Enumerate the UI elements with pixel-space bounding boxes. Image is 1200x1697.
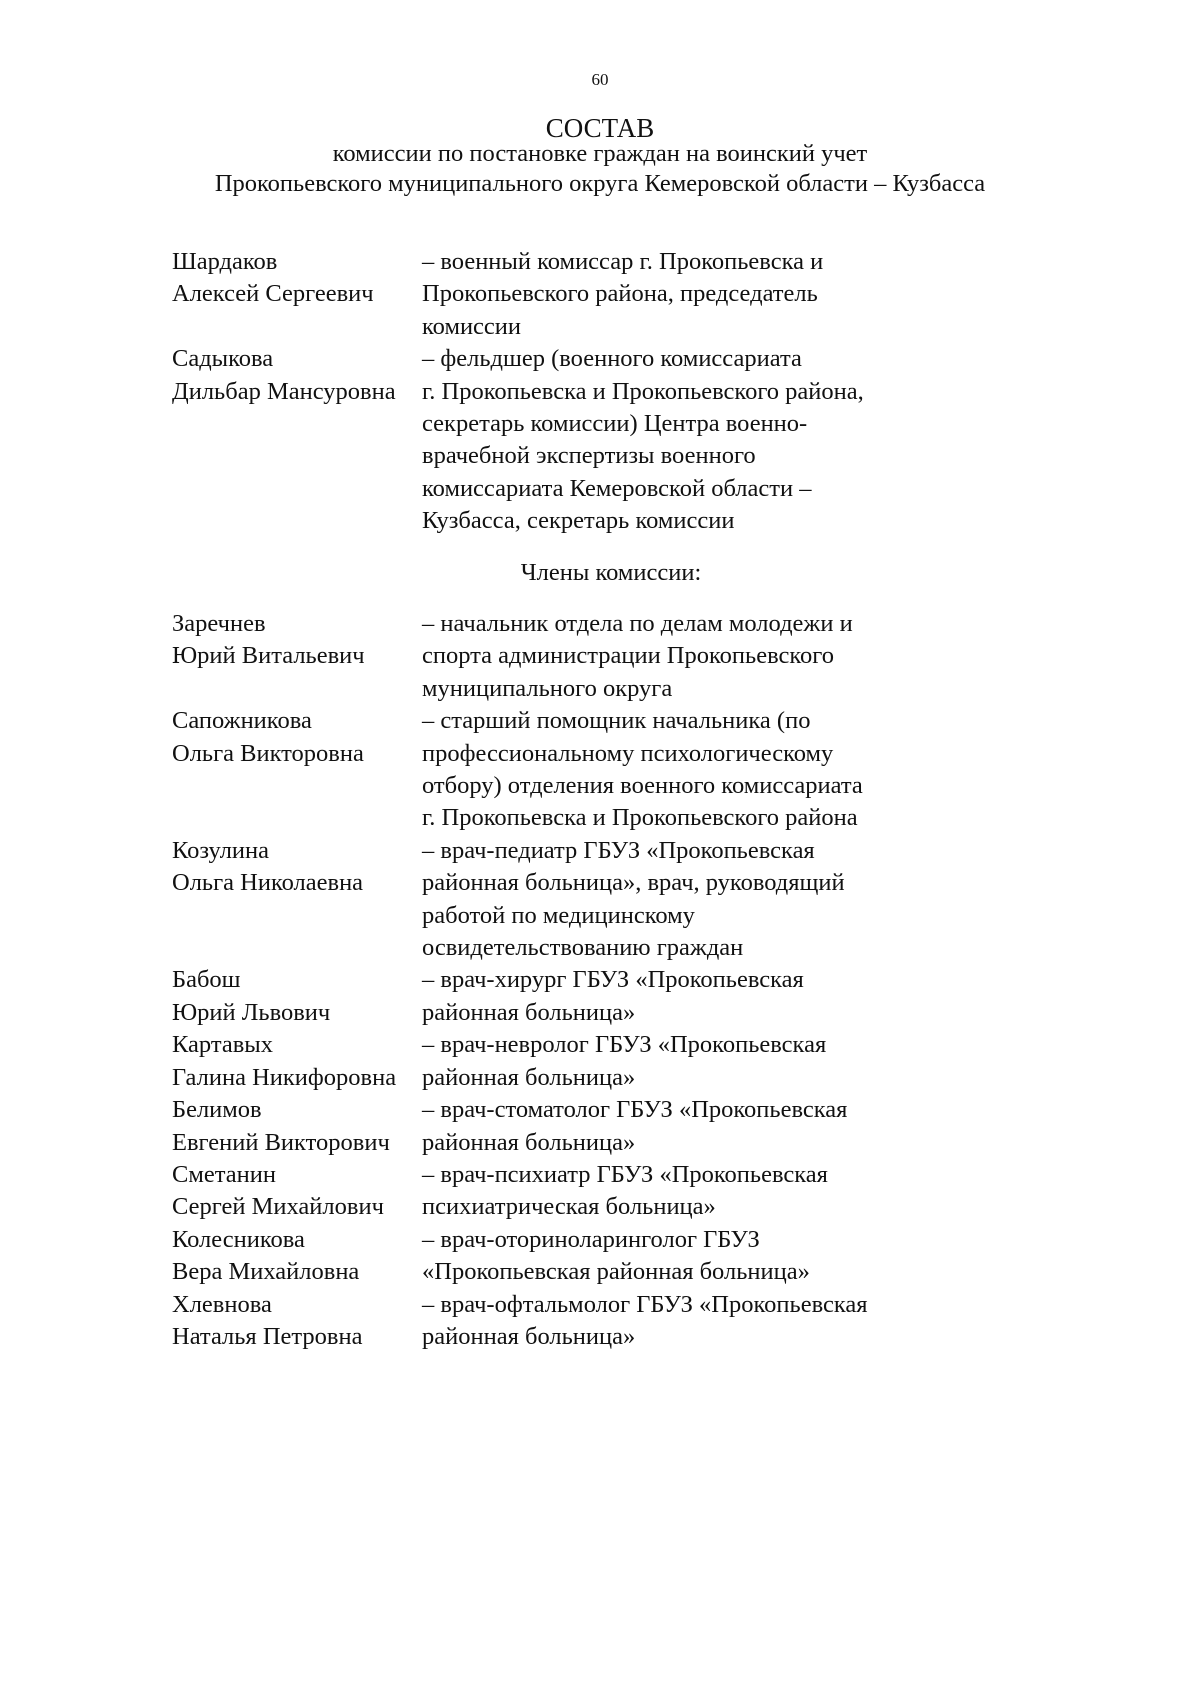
commission-entry (0, 835, 1200, 965)
person-given-names: Юрий Витальевич (172, 642, 365, 670)
role-line: муниципального округа (422, 674, 673, 702)
person-role (422, 1224, 952, 1289)
person-surname: Картавых (172, 1031, 273, 1059)
person-name (0, 343, 422, 537)
person-given-names: Ольга Николаевна (172, 869, 364, 897)
commission-entry (0, 964, 1200, 1029)
person-given-names: Дильбар Мансуровна (172, 377, 396, 405)
person-role (422, 1159, 952, 1224)
commission-entry (0, 608, 1200, 705)
person-role (422, 608, 952, 705)
commission-entry (0, 1159, 1200, 1224)
role-line: районная больница», врач, руководящий (422, 869, 845, 897)
person-given-names: Наталья Петровна (172, 1322, 363, 1350)
role-line: районная больница» (422, 1128, 636, 1156)
person-surname: Шардаков (172, 248, 278, 275)
person-surname: Бабош (172, 966, 241, 994)
document-subtitle-line-2: Прокопьевского муниципального округа Кемеровской области – Кузбасса (214, 170, 986, 197)
person-name (0, 835, 422, 965)
role-line: Кузбасса, секретарь комиссии (422, 507, 735, 535)
role-line: – врач-офтальмолог ГБУЗ «Прокопьевская (422, 1290, 868, 1318)
person-surname: Сметанин (172, 1160, 276, 1188)
person-role (422, 246, 952, 343)
person-role (422, 964, 952, 1029)
person-name (0, 964, 422, 1029)
person-name (0, 1029, 422, 1094)
person-role (422, 1029, 952, 1094)
leadership-list (0, 246, 1200, 538)
person-name (0, 246, 422, 343)
person-given-names: Ольга Викторовна (172, 739, 364, 767)
members-heading: Члены комиссии: (520, 559, 702, 586)
person-role (422, 705, 952, 835)
commission-entry (0, 705, 1200, 835)
role-line: комиссариата Кемеровской области – (422, 474, 812, 502)
person-role (422, 1094, 952, 1159)
commission-entry (0, 1029, 1200, 1094)
person-role (422, 1289, 952, 1354)
person-name (0, 1289, 422, 1354)
role-line: работой по медицинскому (422, 901, 695, 929)
person-given-names: Вера Михайловна (172, 1258, 360, 1286)
person-given-names: Сергей Михайлович (172, 1193, 384, 1221)
role-line: «Прокопьевская районная больница» (422, 1258, 810, 1286)
role-line: – врач-хирург ГБУЗ «Прокопьевская (422, 966, 804, 994)
person-name (0, 1224, 422, 1289)
role-line: – врач-невролог ГБУЗ «Прокопьевская (422, 1031, 827, 1059)
role-line: районная больница» (422, 1063, 636, 1091)
role-line: спорта администрации Прокопьевского (422, 642, 834, 670)
role-line: Прокопьевского района, председатель (422, 280, 818, 308)
role-line: профессиональному психологическому (422, 739, 834, 767)
role-line: отбору) отделения военного комиссариата (422, 772, 863, 800)
role-line: врачебной экспертизы военного (422, 442, 756, 470)
page-number: 60 (591, 70, 609, 89)
person-surname: Колесникова (172, 1225, 305, 1253)
role-line: – фельдшер (военного комиссариата (422, 345, 802, 373)
role-line: – врач-оториноларинголог ГБУЗ (422, 1225, 760, 1253)
role-line: г. Прокопьевска и Прокопьевского района (422, 804, 858, 832)
person-surname: Садыкова (172, 345, 274, 373)
commission-entry (0, 1289, 1200, 1354)
role-line: секретарь комиссии) Центра военно- (422, 410, 808, 438)
role-line: г. Прокопьевска и Прокопьевского района, (422, 377, 864, 405)
person-surname: Козулина (172, 836, 270, 864)
person-role (422, 343, 952, 537)
person-given-names: Юрий Львович (172, 998, 331, 1026)
members-list (0, 608, 1200, 1353)
commission-entry (0, 1094, 1200, 1159)
role-line: освидетельствованию граждан (422, 934, 744, 962)
role-line: – врач-стоматолог ГБУЗ «Прокопьевская (422, 1096, 848, 1124)
person-surname: Сапожникова (172, 707, 312, 735)
role-line: – старший помощник начальника (по (422, 707, 811, 735)
person-name (0, 1159, 422, 1224)
role-line: комиссии (422, 312, 522, 340)
role-line: – врач-психиатр ГБУЗ «Прокопьевская (422, 1160, 828, 1188)
person-given-names: Евгений Викторович (172, 1128, 390, 1156)
role-line: психиатрическая больница» (422, 1193, 716, 1221)
commission-entry (0, 246, 1200, 343)
person-given-names: Галина Никифоровна (172, 1063, 397, 1091)
person-name (0, 1094, 422, 1159)
person-given-names: Алексей Сергеевич (172, 280, 374, 308)
role-line: районная больница» (422, 1322, 636, 1350)
person-surname: Белимов (172, 1096, 262, 1124)
person-surname: Заречнев (172, 610, 266, 637)
role-line: – врач-педиатр ГБУЗ «Прокопьевская (422, 836, 815, 864)
person-surname: Хлевнова (172, 1290, 272, 1318)
role-line: – военный комиссар г. Прокопьевска и (422, 248, 824, 275)
role-line: районная больница» (422, 998, 636, 1026)
person-name (0, 705, 422, 835)
commission-entry (0, 343, 1200, 537)
document-title: СОСТАВ (545, 113, 655, 143)
document-subtitle-line-1: комиссии по постановке граждан на воинский учет (332, 140, 868, 167)
person-role (422, 835, 952, 965)
role-line: – начальник отдела по делам молодежи и (422, 610, 853, 637)
person-name (0, 608, 422, 705)
commission-entry (0, 1224, 1200, 1289)
